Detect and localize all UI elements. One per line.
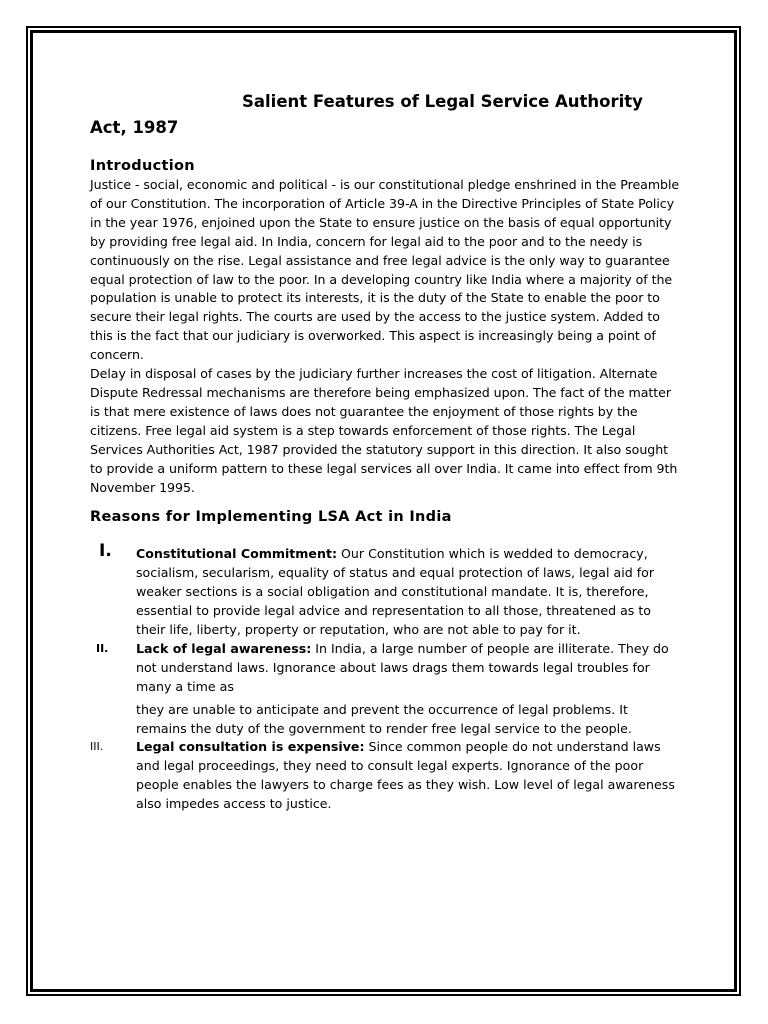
reasons-list	[90, 541, 680, 814]
title-line-2: Act, 1987	[90, 118, 179, 137]
introduction-paragraph-1: Justice - social, economic and political - is our constitutional pledge enshrined in the Preamble of our Constitution. The incorporation of Article 39-A in the Directive Principles of State Policy in the year 1976, enjoined upon the State to ensure justice on the basis of equal opportunity by providing free legal aid. In India, concern for legal aid to the poor and to the needy is continuously on the rise. Legal assistance and free legal advice is the only way to guarantee equal protection of law to the poor. In a developing country like India where a majority of the population is unable to protect its interests, it is the duty of the State to enable the poor to secure their legal rights. The courts are used by the access to the justice system. Added to this is the fact that our judiciary is overworked. This aspect is increasingly being a point of concern.	[90, 177, 680, 363]
list-item-label: Legal consultation is expensive:	[136, 739, 365, 755]
list-marker: III.	[90, 740, 104, 754]
title-line-1: Salient Features of Legal Service Authority	[242, 92, 643, 111]
introduction-heading: Introduction	[90, 158, 195, 174]
list-item-text: Since common people do not understand laws and legal proceedings, they need to consult legal experts. Ignorance of the poor people enables the lawyers to charge fees as they wish. Low level of legal awareness also impedes access to justice.	[136, 739, 675, 812]
list-item	[90, 541, 680, 640]
reasons-heading: Reasons for Implementing LSA Act in India	[90, 509, 452, 526]
list-item-text: In India, a large number of people are illiterate. They do not understand laws. Ignorance about laws drags them towards legal troubles for many a time as	[136, 640, 669, 694]
list-item	[90, 640, 680, 739]
list-item-label: Constitutional Commitment:	[136, 546, 337, 562]
document-body	[90, 89, 680, 814]
list-item	[90, 738, 680, 814]
list-item-label: Lack of legal awareness:	[136, 640, 312, 656]
document-title	[90, 89, 680, 141]
list-marker: II.	[96, 641, 109, 655]
list-item-text: Our Constitution which is wedded to democracy, socialism, secularism, equality of status and equal protection of laws, legal aid for weaker sections is a social obligation and constitutional mandate. It is, therefore, essential to provide legal advice and representation to all those, threatened as to their life, liberty, property or reputation, who are not able to pay for it.	[136, 546, 655, 638]
introduction-paragraph-2: Delay in disposal of cases by the judiciary further increases the cost of litigation. Alternate Dispute Redressal mechanisms are therefore being emphasized upon. The fact of the matter is that mere existence of laws does not guarantee the enjoyment of those rights by the citizens. Free legal aid system is a step towards enforcement of those rights. The Legal Services Authorities Act, 1987 provided the statutory support in this direction. It also sought to provide a uniform pattern to these legal services all over India. It came into effect from 9th November 1995.	[90, 366, 678, 495]
list-marker: I.	[99, 541, 112, 562]
list-item-continuation: they are unable to anticipate and prevent the occurrence of legal problems. It remains the duty of the government to render free legal service to the people.	[136, 701, 632, 736]
